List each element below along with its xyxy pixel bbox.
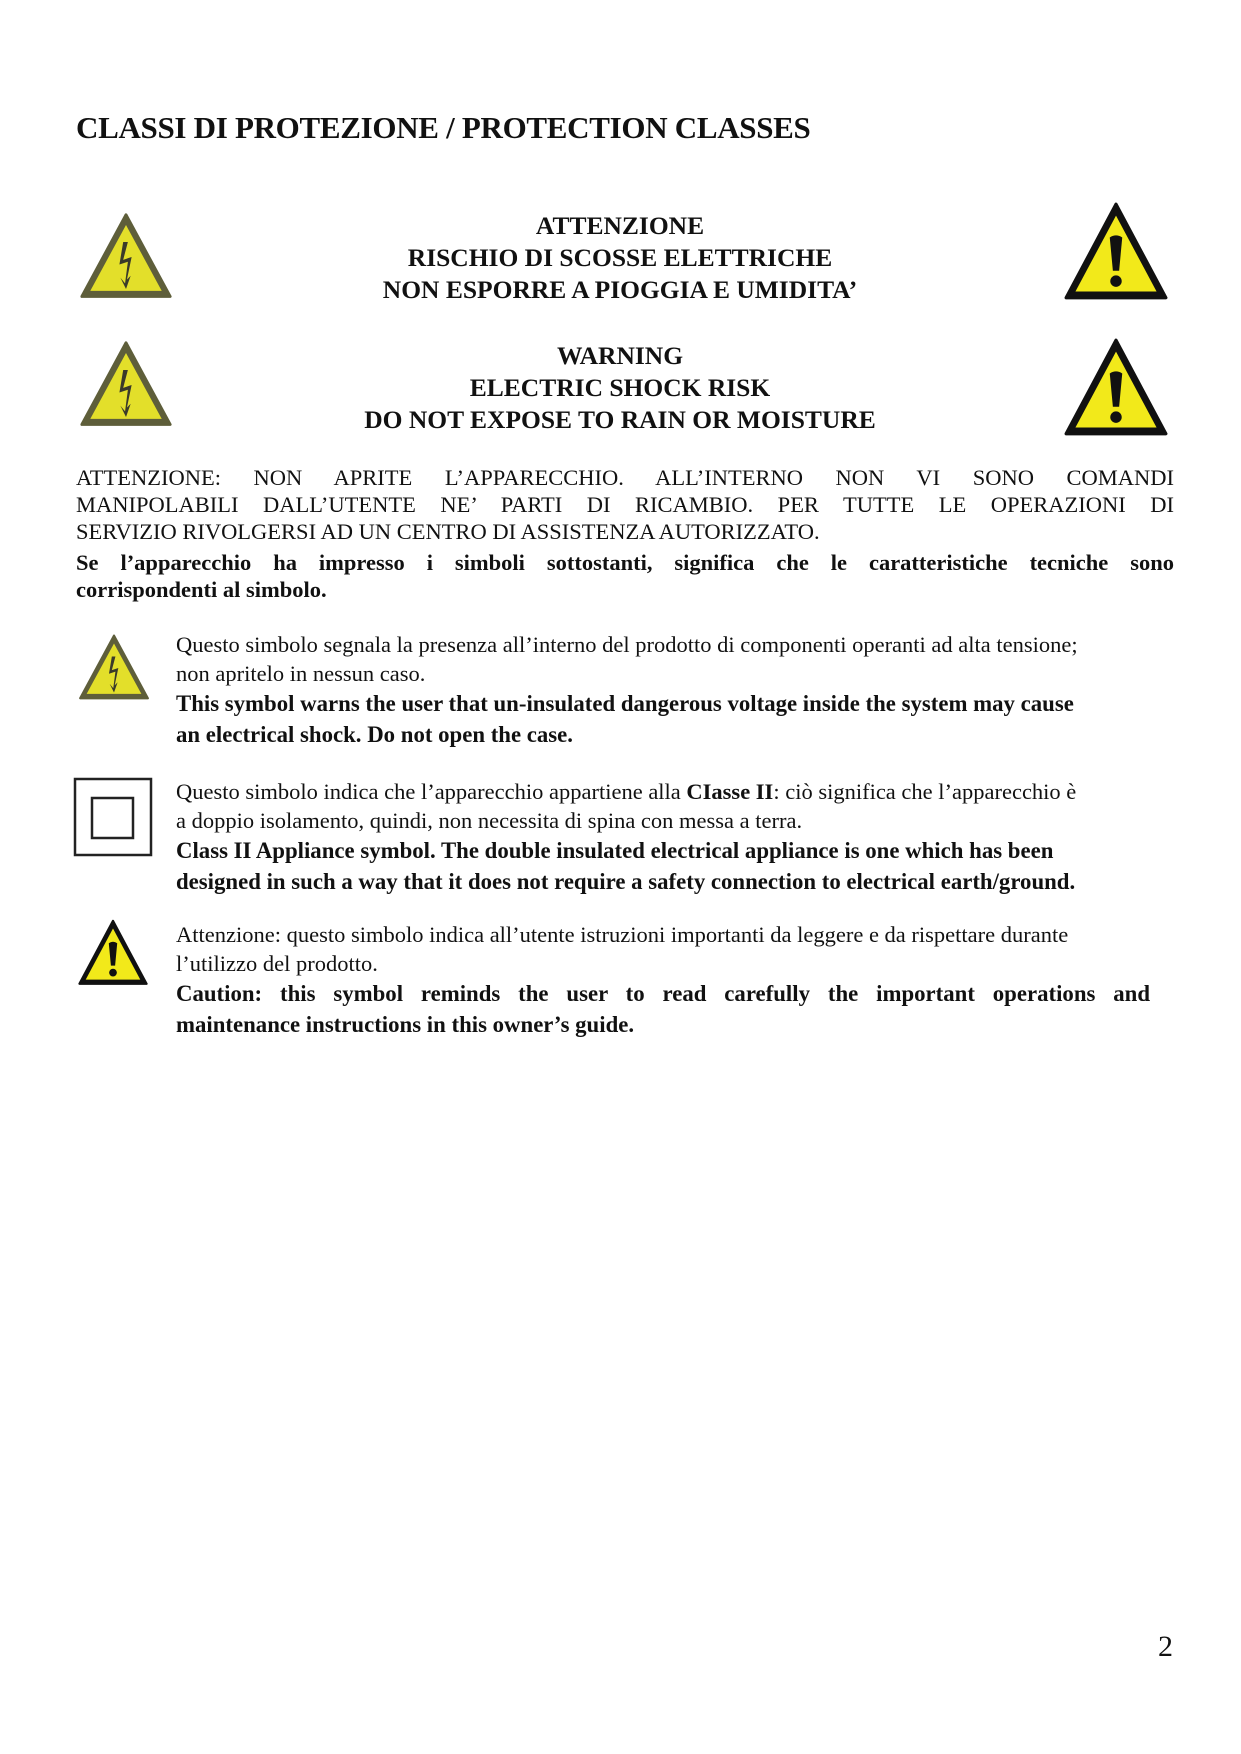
class-ii-it-line: a doppio isolamento, quindi, non necessita di spina con messa a terra. [176, 808, 803, 833]
high-voltage-en-line: an electrical shock. Do not open the case. [176, 722, 573, 747]
high-voltage-it-line: Questo simbolo segnala la presenza all’interno del prodotto di componenti operanti ad alta tensione; [176, 632, 1078, 657]
caution-description [176, 920, 1174, 1040]
notice-line: SERVIZIO RIVOLGERSI AD UN CENTRO DI ASSISTENZA AUTORIZZATO. [76, 519, 820, 544]
high-voltage-it-line: non apritelo in nessun caso. [176, 661, 426, 686]
caution-en-line: Caution: this symbol reminds the user to read carefully the important operations and [176, 981, 1150, 1006]
electric-hazard-icon [74, 632, 154, 704]
warning-it-line3: NON ESPORRE A PIOGGIA E UMIDITA’ [382, 275, 858, 304]
warning-en [175, 340, 1065, 436]
warning-it [175, 210, 1065, 306]
high-voltage-en-line: This symbol warns the user that un-insulated dangerous voltage inside the system may cause [176, 691, 1074, 716]
notice-line: MANIPOLABILI DALL’UTENTE NE’ PARTI DI RICAMBIO. PER TUTTE LE OPERAZIONI DI [76, 492, 1174, 517]
warning-en-line2: ELECTRIC SHOCK RISK [469, 373, 771, 402]
notice-line: ATTENZIONE: NON APRITE L’APPARECCHIO. ALL’INTERNO NON VI SONO COMANDI [76, 465, 1174, 490]
electric-hazard-icon [74, 338, 178, 432]
intro-line: Se l’apparecchio ha impresso i simboli sottostanti, significa che le caratteristiche tecniche sono [76, 550, 1174, 575]
intro-line: corrispondenti al simbolo. [76, 577, 327, 602]
page-number: 2 [1158, 1630, 1173, 1663]
caution-en-line: maintenance instructions in this owner’s guide. [176, 1012, 635, 1037]
class-ii-description [176, 777, 1174, 897]
class-ii-it-text: : ciò significa che l’apparecchio è [773, 779, 1077, 804]
class-ii-en-line: designed in such a way that it does not require a safety connection to electrical earth/ground. [176, 869, 1076, 894]
class-ii-en-line: Class II Appliance symbol. The double insulated electrical appliance is one which has been [176, 838, 1054, 863]
page-title: CLASSI DI PROTEZIONE / PROTECTION CLASSES [76, 110, 811, 145]
service-notice [76, 464, 1174, 545]
warning-it-line1: ATTENZIONE [535, 211, 705, 240]
warning-it-line2: RISCHIO DI SCOSSE ELETTRICHE [407, 243, 833, 272]
high-voltage-description [176, 630, 1174, 750]
class-ii-double-square-icon [73, 777, 153, 857]
caution-exclamation-icon [1058, 336, 1174, 440]
warning-en-line3: DO NOT EXPOSE TO RAIN OR MOISTURE [364, 405, 876, 434]
caution-it-line: l’utilizzo del prodotto. [176, 951, 378, 976]
electric-hazard-icon [74, 210, 178, 304]
caution-it-line: Attenzione: questo simbolo indica all’utente istruzioni importanti da leggere e da rispettare durante [176, 922, 1069, 947]
class-ii-it-text: Questo simbolo indica che l’apparecchio appartiene alla [176, 779, 687, 804]
warning-en-line1: WARNING [556, 341, 684, 370]
caution-exclamation-icon [74, 918, 152, 988]
class-ii-label: CIasse II [686, 779, 774, 804]
class-ii-it-line [176, 777, 1174, 806]
caution-exclamation-icon [1058, 200, 1174, 304]
symbols-intro [76, 549, 1174, 603]
